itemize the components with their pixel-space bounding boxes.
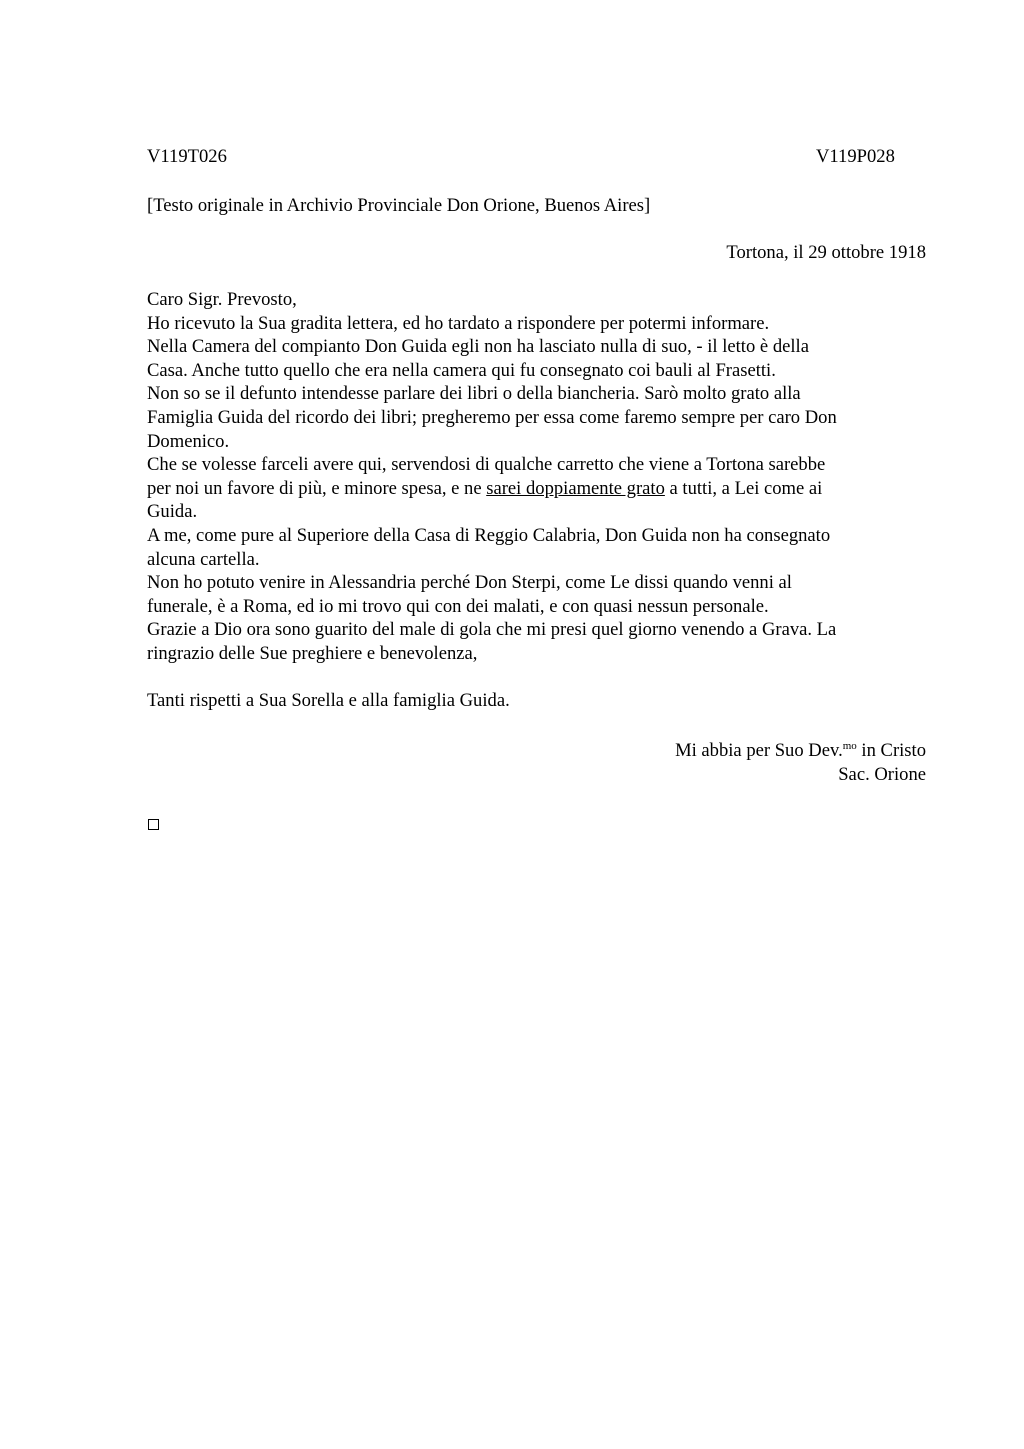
letter-line: Che se volesse farceli avere qui, servendosi di qualche carretto che viene a Tortona sarebbe [147, 454, 826, 476]
letter-line: Guida. [147, 501, 198, 523]
closing-text: Mi abbia per Suo Dev. [675, 740, 843, 761]
letter-line: ringrazio delle Sue preghiere e benevolenza, [147, 642, 478, 664]
empty-square-icon [148, 819, 159, 830]
letter-line: Casa. Anche tutto quello che era nella camera qui fu consegnato coi bauli al Frasetti. [147, 359, 776, 381]
letter-line: Non ho potuto venire in Alessandria perché Don Sterpi, come Le dissi quando venni al [147, 572, 792, 594]
closing-block [675, 739, 926, 787]
closing-text: in Cristo [856, 740, 926, 761]
letter-text: a tutti, a Lei come ai [664, 477, 823, 499]
letter-text: per noi un favore di più, e minore spesa, e ne [147, 477, 487, 499]
letter-line: Tanti rispetti a Sua Sorella e alla famiglia Guida. [147, 690, 510, 712]
superscript: mo [842, 740, 857, 752]
underlined-phrase: sarei doppiamente grato [486, 477, 665, 499]
letter-line: Domenico. [147, 430, 230, 452]
letter-line: alcuna cartella. [147, 548, 260, 570]
letter-line: funerale, è a Roma, ed io mi trovo qui con dei malati, e con quasi nessun personale. [147, 595, 769, 617]
closing-line [675, 739, 926, 763]
signature: Sac. Orione [838, 764, 926, 785]
paragraph-gap [147, 666, 937, 690]
letter-line [147, 477, 937, 501]
document-code-right: V119P028 [816, 146, 895, 167]
place-date: Tortona, il 29 ottobre 1918 [726, 242, 926, 263]
letter-line: Non so se il defunto intendesse parlare dei libri o della biancheria. Sarò molto grato alla [147, 383, 801, 405]
letter-line: Grazie a Dio ora sono guarito del male di gola che mi presi quel giorno venendo a Grava. La [147, 619, 837, 641]
letter-line: Ho ricevuto la Sua gradita lettera, ed ho tardato a rispondere per potermi informare. [147, 312, 770, 334]
letter-line: Famiglia Guida del ricordo dei libri; pregheremo per essa come faremo sempre per caro Don [147, 406, 837, 428]
salutation: Caro Sigr. Prevosto, [147, 289, 297, 310]
letter-line: A me, come pure al Superiore della Casa di Reggio Calabria, Don Guida non ha consegnato [147, 524, 831, 546]
archive-note: [Testo originale in Archivio Provinciale Don Orione, Buenos Aires] [147, 195, 651, 216]
letter-line: Nella Camera del compianto Don Guida egli non ha lasciato nulla di suo, - il letto è della [147, 336, 809, 358]
document-code-left: V119T026 [147, 146, 227, 167]
letter-body [147, 288, 937, 713]
